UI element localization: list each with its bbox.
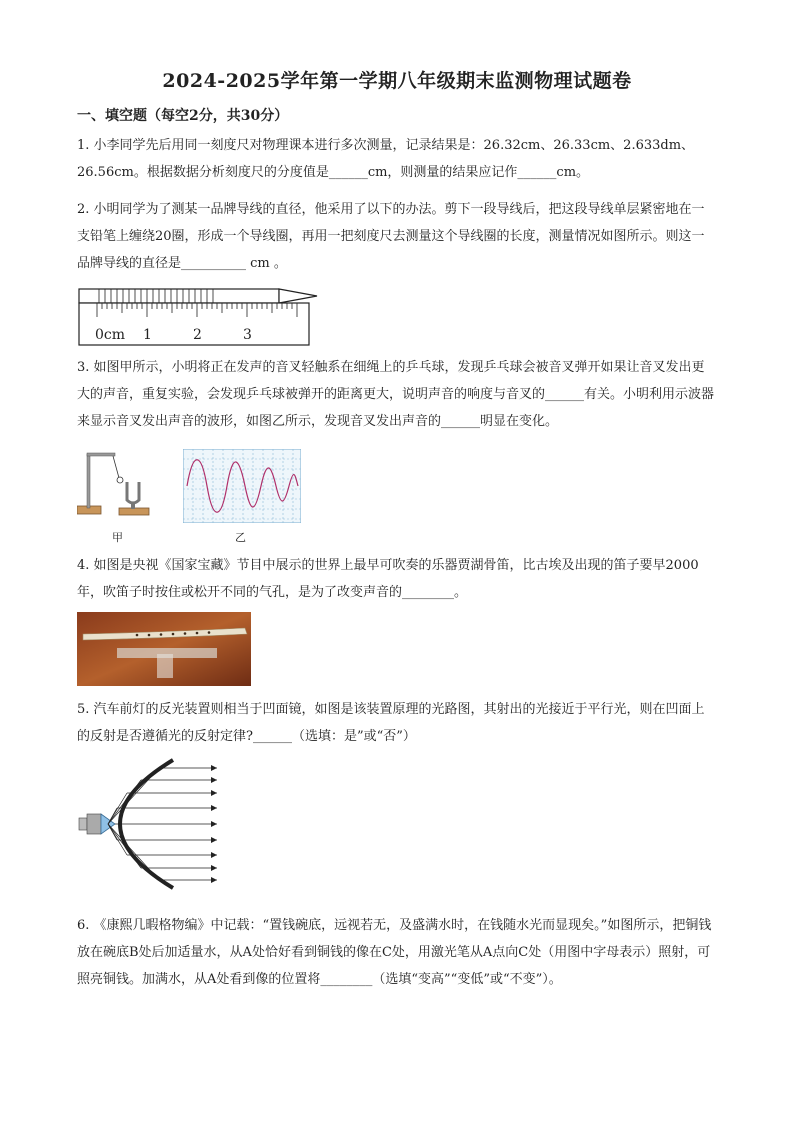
question-3: 3. 如图甲所示，小明将正在发声的音叉轻触系在细绳上的乒乓球，发现乒乓球会被音叉弹开如果让音叉发出更大的声音，重复实验，会发现乒乓球被弹开的距离更大，说明声音的响度与音叉的______有关。小明利用示波器来显示音叉发出声音的波形，如图乙所示，发现音叉发出声音的______明显在变化。 [77,360,715,429]
section-heading: 一、填空题（每空2分，共30分） [77,108,289,124]
figure-caption-left: 甲 [112,531,123,544]
figure-caption-right: 乙 [235,531,246,544]
ruler-label-3: 3 [243,327,252,343]
question-2: 2. 小明同学为了测某一品牌导线的直径，他采用了以下的办法。剪下一段导线后，把这段导线单层紧密地在一支铅笔上缠绕20圈，形成一个导线圈，再用一把刻度尺去测量这个导线圈的长度，测量情况如图所示。则这一品牌导线的直径是__________ cm 。 [77,202,705,271]
question-6: 6. 《康熙几暇格物编》中记载：“置钱碗底，远视若无，及盛满水时，在钱随水光而显现矣。”如图所示，把铜钱放在碗底B处后加适量水，从A处恰好看到铜钱的像在C处，用激光笔从A点向C处（用图中字母表示）照射，可照亮铜钱。加满水，从A处看到像的位置将________（选填“变高”“变低”或“不变”）。 [77,918,712,987]
ruler-label-0: 0cm [95,327,126,343]
question-4: 4. 如图是央视《国家宝藏》节目中展示的世界上最早可吹奏的乐器贾湖骨笛，比古埃及出现的笛子要早2000年，吹笛子时按住或松开不同的气孔，是为了改变声音的________。 [77,558,699,600]
oscilloscope-figure [183,449,301,523]
page-title: 2024-2025学年第一学期八年级期末监测物理试题卷 [162,70,632,92]
ruler-label-2: 2 [193,327,202,343]
question-5: 5. 汽车前灯的反光装置则相当于凹面镜，如图是该装置原理的光路图，其射出的光接近于平行光，则在凹面上的反射是否遵循光的反射定律?______（选填：是”或“否”） [77,702,705,744]
ruler-figure [77,285,322,347]
tuning-fork-figure [77,448,157,526]
bone-flute-photo [77,612,251,686]
concave-mirror-diagram [77,756,227,892]
ruler-label-1: 1 [143,327,152,343]
question-1: 1. 小李同学先后用同一刻度尺对物理课本进行多次测量，记录结果是：26.32cm、26.33cm、2.633dm、26.56cm。根据数据分析刻度尺的分度值是______cm，则测量的结果应记作______cm。 [77,138,695,180]
